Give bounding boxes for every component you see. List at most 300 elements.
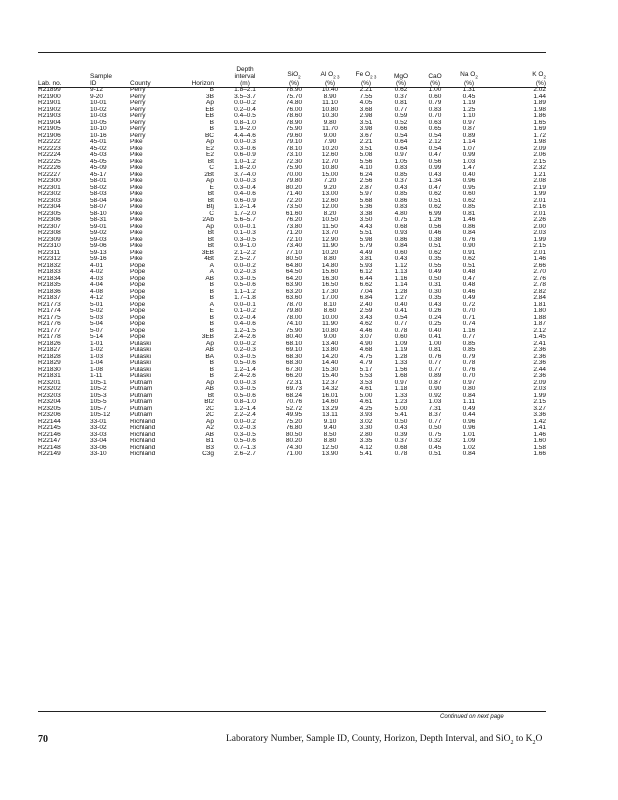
- cell-lab-no: R21906: [38, 132, 61, 139]
- cell-cao: 6.99: [428, 210, 442, 217]
- cell-mgo: 1.19: [394, 347, 408, 353]
- cell-depth-interval: 0.3–0.5: [234, 431, 256, 438]
- cell-cao: 0.62: [428, 249, 442, 256]
- cell-al2o3: 9.40: [323, 425, 337, 431]
- cell-al2o3: 11.10: [322, 100, 338, 106]
- cell-mgo: 1.33: [394, 392, 408, 399]
- cell-na2o: 0.96: [462, 418, 476, 425]
- cell-lab-no: R22312: [38, 256, 61, 262]
- cell-horizon: 2Ab: [202, 217, 214, 223]
- cell-lab-no: R21778: [38, 334, 61, 340]
- cell-fe2o3: 4.90: [359, 340, 373, 347]
- cell-k2o: 2.36: [533, 360, 546, 366]
- cell-al2o3: 10.20: [321, 145, 339, 152]
- cell-na2o: 0.79: [462, 353, 476, 360]
- cell-mgo: 1.27: [394, 295, 408, 301]
- cell-al2o3: 12.60: [321, 197, 339, 204]
- cell-na2o: 1.16: [462, 327, 476, 334]
- cell-lab-no: R22223: [38, 145, 61, 152]
- cell-sample-id: 4-03: [90, 275, 104, 282]
- cell-cao: 0.41: [428, 334, 442, 340]
- cell-na2o: 1.31: [462, 87, 476, 93]
- cell-na2o: 1.07: [462, 145, 476, 152]
- cell-county: Pike: [130, 243, 143, 249]
- cell-al2o3: 13.80: [321, 347, 339, 353]
- cell-sio2: 76.20: [285, 217, 303, 223]
- cell-cao: 0.45: [428, 444, 442, 451]
- cell-sample-id: 9-12: [90, 87, 104, 93]
- cell-sample-id: 33-10: [90, 451, 107, 457]
- cell-na2o: 0.99: [462, 152, 476, 158]
- cell-sample-id: 1-03: [90, 353, 104, 360]
- cell-fe2o3: 4.25: [359, 405, 373, 412]
- cell-county: Richland: [130, 425, 156, 431]
- cell-sio2: 72.31: [285, 379, 303, 386]
- cell-county: Perry: [130, 87, 146, 93]
- cell-horizon: Ap: [206, 223, 214, 230]
- cell-depth-interval: 0.0–0.1: [234, 223, 256, 230]
- cell-depth-interval: 0.0–0.2: [234, 100, 256, 106]
- cell-horizon: EB: [205, 113, 214, 119]
- cell-fe2o3: 5.68: [359, 197, 373, 204]
- cell-cao: 0.35: [428, 256, 442, 262]
- cell-fe2o3: 3.93: [359, 412, 373, 418]
- cell-horizon: Ap: [206, 178, 214, 184]
- cell-sample-id: 5-03: [90, 314, 104, 321]
- cell-na2o: 1.03: [462, 158, 476, 165]
- cell-county: Pope: [130, 288, 146, 295]
- cell-sample-id: 58-10: [90, 210, 107, 217]
- cell-sio2: 68.10: [285, 340, 303, 347]
- cell-mgo: 0.43: [394, 425, 408, 431]
- cell-al2o3: 11.70: [322, 126, 338, 132]
- cell-lab-no: R21902: [38, 106, 61, 113]
- cell-depth-interval: 0.3–0.5: [234, 386, 256, 392]
- cell-mgo: 0.60: [394, 249, 408, 256]
- cell-sample-id: 4-01: [90, 262, 104, 269]
- cell-sio2: 71.40: [285, 191, 303, 197]
- cell-horizon: Ap: [206, 379, 214, 386]
- cell-horizon: 2C: [205, 405, 214, 412]
- cell-county: Pike: [130, 165, 143, 171]
- cell-lab-no: R22225: [38, 158, 61, 165]
- cell-lab-no: R22227: [38, 171, 61, 178]
- cell-k2o: 1.87: [533, 321, 546, 327]
- cell-al2o3: 14.60: [321, 399, 339, 405]
- cell-k2o: 1.81: [533, 301, 546, 308]
- cell-depth-interval: 1.7–1.8: [234, 295, 256, 301]
- cell-depth-interval: 1.1–1.2: [234, 288, 256, 295]
- cell-depth-interval: 1.2–1.4: [234, 366, 256, 373]
- cell-cao: 0.49: [428, 269, 442, 275]
- cell-lab-no: R22144: [38, 418, 61, 425]
- cell-sample-id: 59-16: [90, 256, 107, 262]
- cell-k2o: 2.36: [533, 353, 546, 360]
- cell-na2o: 1.25: [462, 106, 476, 113]
- cell-sio2: 63.90: [285, 282, 303, 288]
- cell-na2o: 1.47: [462, 165, 476, 171]
- cell-al2o3: 9.80: [323, 119, 337, 126]
- cell-sio2: 64.80: [285, 262, 303, 269]
- cell-sample-id: 105-12: [90, 412, 111, 418]
- cell-depth-interval: 3.5–3.7: [234, 93, 256, 100]
- cell-fe2o3: 6.44: [359, 275, 373, 282]
- cell-lab-no: R21775: [38, 314, 61, 321]
- cell-mgo: 5.41: [394, 412, 408, 418]
- cell-na2o: 1.01: [462, 431, 476, 438]
- cell-mgo: 0.83: [394, 165, 408, 171]
- cell-fe2o3: 2.56: [359, 178, 373, 184]
- cell-al2o3: 10.00: [321, 314, 339, 321]
- cell-sio2: 64.20: [285, 275, 303, 282]
- cell-k2o: 2.82: [533, 288, 546, 295]
- cell-county: Pope: [130, 321, 146, 327]
- cell-horizon: A: [209, 262, 214, 269]
- cell-county: Pike: [130, 256, 143, 262]
- cell-na2o: 1.10: [462, 113, 476, 119]
- cell-depth-interval: 0.9–1.0: [234, 243, 256, 249]
- cell-depth-interval: 0.2–0.3: [234, 425, 256, 431]
- cell-county: Richland: [130, 438, 156, 444]
- cell-al2o3: 13.40: [321, 340, 339, 347]
- cell-horizon: B: [209, 327, 214, 334]
- cell-county: Pulaski: [130, 340, 151, 347]
- cell-cao: 1.34: [428, 178, 442, 184]
- cell-sio2: 63.60: [285, 295, 303, 301]
- cell-al2o3: 10.40: [321, 87, 339, 93]
- cell-lab-no: R22306: [38, 217, 61, 223]
- cell-county: Pike: [130, 171, 143, 178]
- cell-k2o: 2.02: [533, 87, 546, 93]
- cell-mgo: 1.12: [394, 262, 408, 269]
- cell-county: Pope: [130, 262, 146, 269]
- cell-sio2: 71.00: [285, 451, 303, 457]
- cell-depth-interval: 0.4–0.5: [234, 113, 256, 119]
- cell-fe2o3: 4.62: [359, 321, 373, 327]
- cell-cao: 0.56: [428, 158, 442, 165]
- cell-fe2o3: 5.97: [359, 191, 373, 197]
- cell-al2o3: 10.50: [321, 217, 339, 223]
- cell-k2o: 2.06: [533, 152, 546, 158]
- cell-k2o: 1.99: [533, 191, 546, 197]
- cell-k2o: 2.16: [533, 204, 546, 210]
- cell-sample-id: 105-7: [90, 405, 107, 412]
- cell-na2o: 0.96: [462, 178, 476, 184]
- cell-k2o: 2.36: [533, 347, 546, 353]
- cell-cao: 8.37: [428, 412, 442, 418]
- cell-al2o3: 17.30: [321, 288, 339, 295]
- cell-sio2: 68.30: [285, 353, 303, 360]
- cell-fe2o3: 4.68: [359, 347, 373, 353]
- cell-horizon: B: [209, 288, 214, 295]
- cell-al2o3: 13.90: [321, 451, 339, 457]
- cell-horizon: B1: [206, 438, 214, 444]
- cell-depth-interval: 0.0–0.2: [234, 340, 256, 347]
- cell-lab-no: R22304: [38, 204, 61, 210]
- cell-k2o: 1.99: [533, 392, 546, 399]
- cell-al2o3: 11.50: [322, 223, 338, 230]
- cell-lab-no: R23202: [38, 386, 61, 392]
- cell-mgo: 0.39: [394, 431, 408, 438]
- table-row: [38, 451, 546, 458]
- cell-cao: 0.83: [428, 106, 442, 113]
- cell-cao: 0.50: [428, 425, 442, 431]
- cell-sample-id: 105-2: [90, 386, 107, 392]
- cell-lab-no: R22148: [38, 444, 61, 451]
- cell-sio2: 78.60: [285, 113, 303, 119]
- cell-county: Pope: [130, 308, 146, 314]
- cell-mgo: 1.14: [394, 282, 408, 288]
- cell-al2o3: 13.29: [321, 405, 339, 412]
- cell-fe2o3: 3.02: [359, 418, 373, 425]
- cell-k2o: 2.78: [533, 282, 546, 288]
- cell-sio2: 73.40: [285, 243, 303, 249]
- cell-cao: 0.25: [428, 321, 442, 327]
- cell-sample-id: 5-01: [90, 301, 104, 308]
- cell-sample-id: 59-06: [90, 243, 107, 249]
- cell-k2o: 2.76: [533, 275, 546, 282]
- cell-depth-interval: 0.5–0.6: [234, 282, 256, 288]
- cell-mgo: 0.37: [394, 178, 408, 184]
- cell-lab-no: R21835: [38, 282, 61, 288]
- cell-county: Pike: [130, 178, 143, 184]
- cell-sample-id: 45-17: [90, 171, 107, 178]
- cell-sio2: 78.90: [285, 119, 303, 126]
- cell-county: Pope: [130, 295, 146, 301]
- cell-cao: 0.81: [428, 347, 442, 353]
- cell-lab-no: R21830: [38, 366, 61, 373]
- cell-k2o: 2.09: [533, 379, 546, 386]
- cell-sio2: 68.30: [285, 360, 303, 366]
- cell-lab-no: R21827: [38, 347, 61, 353]
- cell-fe2o3: 3.67: [359, 132, 373, 139]
- cell-lab-no: R22302: [38, 191, 61, 197]
- cell-horizon: Ap: [206, 100, 214, 106]
- cell-fe2o3: 3.43: [359, 314, 373, 321]
- cell-horizon: 3EB: [201, 249, 214, 256]
- cell-k2o: 2.01: [533, 249, 546, 256]
- cell-sample-id: 59-02: [90, 230, 107, 236]
- cell-mgo: 0.81: [394, 100, 408, 106]
- cell-horizon: B: [209, 119, 214, 126]
- cell-na2o: 0.85: [462, 347, 476, 353]
- cell-mgo: 0.54: [394, 314, 408, 321]
- cell-depth-interval: 0.2–0.4: [234, 314, 256, 321]
- cell-fe2o3: 3.30: [359, 425, 373, 431]
- cell-sample-id: 1-08: [90, 366, 104, 373]
- cell-al2o3: 8.80: [323, 438, 337, 444]
- cell-depth-interval: 0.3–0.5: [234, 236, 256, 243]
- cell-county: Pulaski: [130, 353, 151, 360]
- cell-fe2o3: 5.51: [359, 230, 373, 236]
- cell-fe2o3: 2.87: [359, 184, 373, 191]
- cell-county: Pulaski: [130, 373, 151, 379]
- cell-mgo: 0.85: [394, 171, 408, 178]
- cell-sample-id: 58-31: [90, 217, 107, 223]
- cell-county: Perry: [130, 93, 146, 100]
- cell-fe2o3: 3.68: [359, 106, 373, 113]
- table-top-rule: [38, 52, 546, 53]
- cell-fe2o3: 3.07: [359, 334, 373, 340]
- cell-cao: 0.62: [428, 191, 442, 197]
- cell-depth-interval: 2.4–2.6: [234, 334, 256, 340]
- cell-cao: 0.50: [428, 275, 442, 282]
- cell-sample-id: 10-16: [90, 132, 107, 139]
- cell-na2o: 0.86: [462, 223, 476, 230]
- cell-al2o3: 14.32: [321, 386, 339, 392]
- cell-depth-interval: 1.8–2.0: [234, 165, 256, 171]
- cell-cao: 2.12: [428, 139, 442, 145]
- cell-mgo: 1.33: [394, 360, 408, 366]
- cell-cao: 0.54: [428, 132, 442, 139]
- cell-na2o: 0.85: [462, 340, 476, 347]
- cell-al2o3: 11.90: [322, 243, 338, 249]
- cell-lab-no: R21833: [38, 269, 61, 275]
- cell-horizon: Bt: [207, 243, 214, 249]
- cell-county: Pike: [130, 184, 143, 191]
- cell-fe2o3: 2.40: [359, 301, 373, 308]
- cell-cao: 0.40: [428, 327, 442, 334]
- cell-mgo: 0.97: [394, 379, 408, 386]
- cell-county: Putnam: [130, 412, 153, 418]
- cell-depth-interval: 5.6–5.7: [234, 217, 256, 223]
- cell-depth-interval: 0.5–0.6: [234, 438, 256, 444]
- cell-na2o: 0.96: [462, 425, 476, 431]
- cell-na2o: 0.91: [462, 249, 476, 256]
- cell-mgo: 4.80: [394, 210, 408, 217]
- cell-depth-interval: 0.3–0.5: [234, 353, 256, 360]
- cell-depth-interval: 0.3–0.5: [234, 275, 256, 282]
- cell-na2o: 0.46: [462, 288, 476, 295]
- cell-horizon: E2: [206, 145, 214, 152]
- cell-lab-no: R22307: [38, 223, 61, 230]
- cell-k2o: 1.41: [533, 425, 546, 431]
- cell-fe2o3: 3.50: [359, 217, 373, 223]
- cell-fe2o3: 2.59: [359, 308, 373, 314]
- cell-horizon: Bt: [207, 392, 214, 399]
- cell-sio2: 77.10: [285, 249, 303, 256]
- cell-lab-no: R22300: [38, 178, 61, 184]
- cell-sio2: 74.30: [285, 444, 303, 451]
- cell-mgo: 0.64: [394, 145, 408, 152]
- cell-county: Richland: [130, 444, 156, 451]
- cell-cao: 0.43: [428, 171, 442, 178]
- cell-lab-no: R21901: [38, 100, 61, 106]
- cell-sio2: 78.70: [285, 301, 303, 308]
- col-depth: Depth interval (m): [234, 66, 256, 87]
- cell-mgo: 0.83: [394, 204, 408, 210]
- cell-county: Pike: [130, 197, 143, 204]
- cell-county: Pope: [130, 314, 146, 321]
- cell-sample-id: 5-14: [90, 334, 104, 340]
- cell-na2o: 0.84: [462, 392, 476, 399]
- cell-sio2: 75.90: [285, 126, 303, 132]
- cell-al2o3: 12.37: [321, 379, 339, 386]
- cell-na2o: 0.45: [462, 93, 476, 100]
- cell-al2o3: 15.30: [321, 366, 339, 373]
- cell-horizon: B: [209, 321, 214, 327]
- cell-k2o: 2.15: [533, 243, 546, 249]
- cell-cao: 1.00: [428, 87, 442, 93]
- cell-na2o: 1.46: [462, 217, 476, 223]
- cell-lab-no: R22222: [38, 139, 61, 145]
- cell-cao: 1.26: [428, 217, 442, 223]
- cell-fe2o3: 3.98: [359, 126, 373, 132]
- cell-al2o3: 10.80: [321, 165, 339, 171]
- cell-sample-id: 33-06: [90, 444, 107, 451]
- cell-al2o3: 15.60: [321, 269, 339, 275]
- cell-depth-interval: 0.2–0.3: [234, 269, 256, 275]
- cell-na2o: 0.97: [462, 379, 476, 386]
- cell-sio2: 73.10: [285, 152, 303, 158]
- cell-mgo: 0.84: [394, 243, 408, 249]
- cell-sample-id: 4-02: [90, 269, 104, 275]
- cell-al2o3: 9.00: [323, 132, 337, 139]
- cell-mgo: 0.62: [394, 87, 408, 93]
- cell-al2o3: 9.00: [323, 334, 337, 340]
- cell-na2o: 0.40: [462, 171, 476, 178]
- cell-horizon: C: [209, 210, 214, 217]
- cell-lab-no: R21773: [38, 301, 61, 308]
- cell-lab-no: R21900: [38, 93, 61, 100]
- table-header-row: [38, 56, 546, 87]
- cell-horizon: B: [209, 295, 214, 301]
- cell-fe2o3: 5.98: [359, 236, 373, 243]
- cell-al2o3: 8.80: [323, 256, 337, 262]
- geochemistry-table: [38, 56, 546, 458]
- cell-k2o: 2.12: [533, 327, 546, 334]
- cell-county: Pike: [130, 236, 143, 243]
- cell-cao: 0.65: [428, 126, 442, 132]
- cell-na2o: 0.70: [462, 308, 476, 314]
- cell-sio2: 70.76: [285, 399, 303, 405]
- cell-k2o: 1.66: [533, 451, 546, 457]
- cell-county: Pike: [130, 217, 143, 223]
- col-mgo: MgO (%): [393, 73, 409, 87]
- cell-al2o3: 17.00: [321, 295, 339, 301]
- cell-sio2: 63.20: [285, 288, 303, 295]
- cell-fe2o3: 2.21: [359, 139, 373, 145]
- cell-depth-interval: 0.5–0.6: [234, 360, 256, 366]
- cell-sio2: 75.70: [285, 93, 303, 100]
- cell-sio2: 73.50: [285, 204, 303, 210]
- cell-mgo: 0.37: [394, 438, 408, 444]
- cell-county: Pope: [130, 282, 146, 288]
- cell-depth-interval: 0.6–0.9: [234, 152, 256, 158]
- cell-county: Putnam: [130, 392, 153, 399]
- cell-k2o: 1.80: [533, 308, 546, 314]
- cell-horizon: 3B: [206, 93, 214, 100]
- cell-county: Putnam: [130, 379, 153, 386]
- cell-lab-no: R22224: [38, 152, 61, 158]
- cell-fe2o3: 3.51: [359, 119, 373, 126]
- cell-horizon: Bt: [207, 230, 214, 236]
- cell-lab-no: R21826: [38, 340, 61, 347]
- cell-cao: 0.24: [428, 314, 442, 321]
- cell-na2o: 0.48: [462, 282, 476, 288]
- cell-county: Pope: [130, 269, 146, 275]
- cell-lab-no: R22309: [38, 236, 61, 243]
- cell-sample-id: 33-03: [90, 431, 107, 438]
- cell-horizon: BC: [204, 132, 214, 139]
- cell-depth-interval: 2.1–2.2: [234, 249, 256, 256]
- cell-mgo: 1.16: [394, 275, 408, 282]
- cell-sample-id: 59-01: [90, 223, 107, 230]
- cell-horizon: BA: [205, 353, 214, 360]
- cell-horizon: AB: [205, 386, 214, 392]
- cell-k2o: 2.66: [533, 262, 546, 269]
- cell-sample-id: 45-02: [90, 145, 107, 152]
